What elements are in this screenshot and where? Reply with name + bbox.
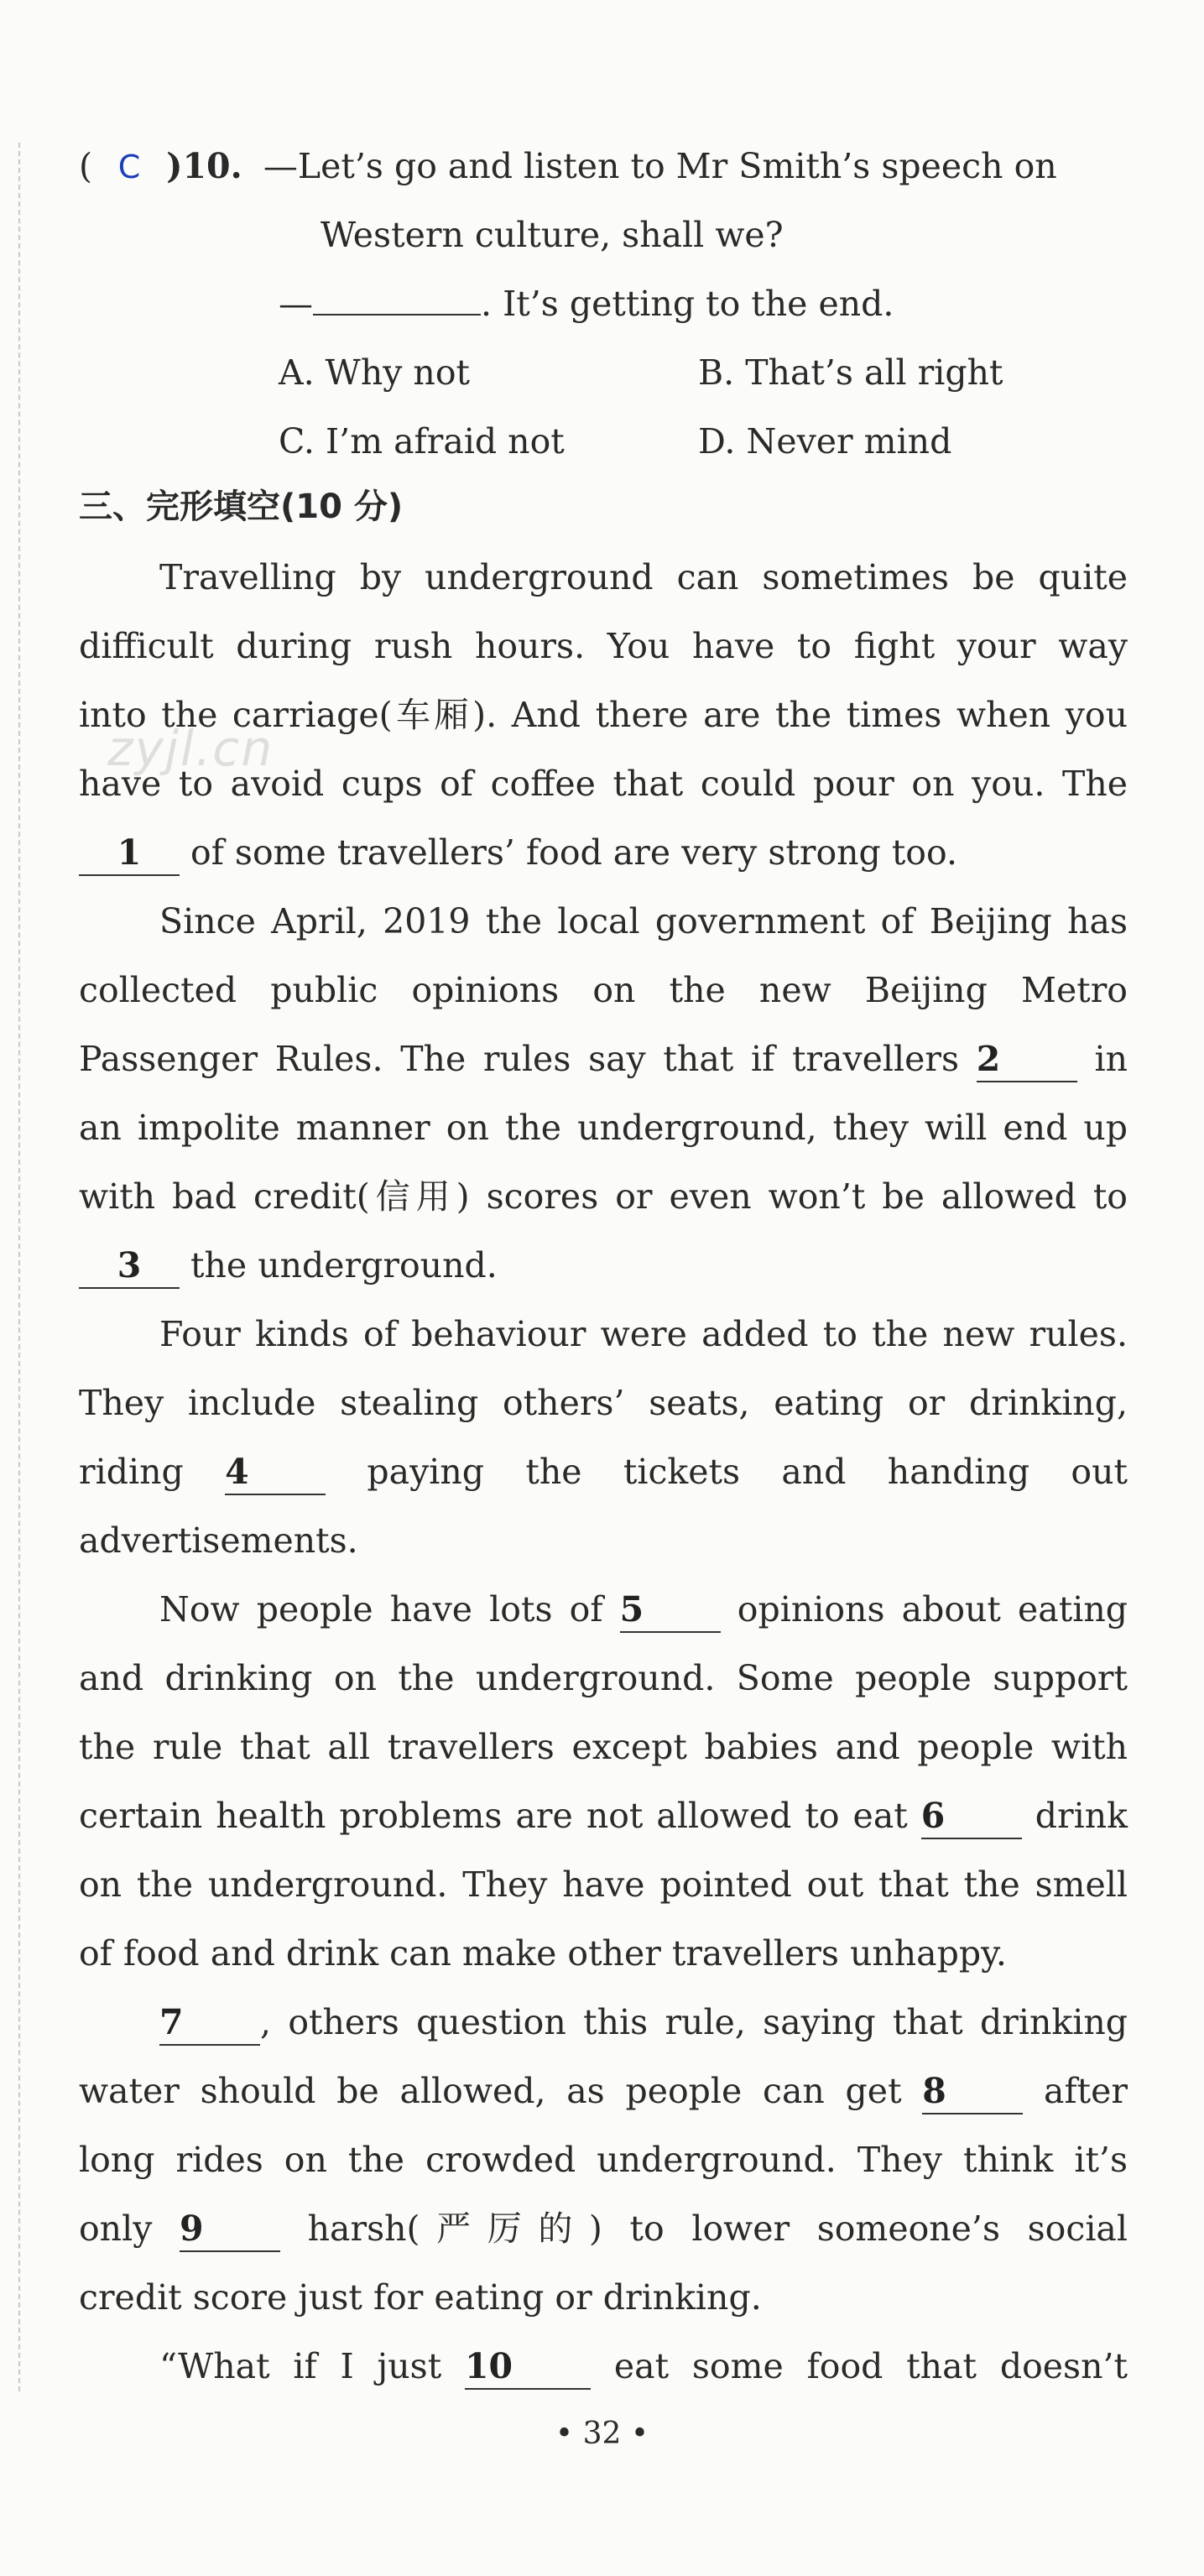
passage-line: an impolite manner on the underground, they will end up: [79, 1108, 1128, 1148]
watermark: zyjl.cn: [107, 720, 274, 777]
page-number: • 32 •: [555, 2417, 649, 2451]
passage-text: in: [1076, 1039, 1128, 1079]
question-10-line-1: [79, 141, 1128, 192]
cloze-blank-2[interactable]: 2: [977, 1037, 1077, 1082]
passage-line: [79, 827, 1128, 878]
cloze-blank-7[interactable]: 7: [159, 2000, 260, 2046]
passage-text: only: [79, 2208, 153, 2249]
passage-line: Four kinds of behaviour were added to the new rules.: [159, 1314, 1128, 1354]
option-b: B. That’s all right: [698, 352, 1003, 393]
passage-line: with bad credit(信用) scores or even won’t be allowed to: [79, 1176, 1128, 1217]
passage-text: certain health problems are not allowed to eat: [79, 1796, 921, 1836]
passage-text: Now people have lots of: [159, 1589, 620, 1630]
passage-line: [79, 1584, 1128, 1635]
passage-text: riding: [79, 1452, 184, 1492]
passage-line: [79, 1447, 1128, 1497]
cloze-blank-6[interactable]: 6: [921, 1794, 1022, 1839]
passage-line: [79, 1791, 1128, 1841]
passage-text: paying the tickets and handing out: [367, 1452, 1128, 1492]
dash: —: [279, 284, 313, 324]
passage-line: on the underground. They have pointed out that the smell: [79, 1864, 1128, 1905]
answer-blank[interactable]: [313, 280, 481, 315]
passage-text: harsh(严厉的) to lower someone’s social: [307, 2208, 1128, 2249]
passage-line: credit score just for eating or drinking.: [79, 2277, 762, 2318]
passage-text: eat some food that doesn’t: [591, 2346, 1128, 2386]
question-10-answer: C: [117, 149, 141, 185]
passage-line: of food and drink can make other travellers unhappy.: [79, 1933, 1007, 1974]
passage-text: the underground.: [180, 1245, 498, 1285]
passage-line: [79, 2341, 1128, 2391]
passage-text: “What if I just: [159, 2346, 466, 2386]
question-10-line-3-text: . It’s getting to the end.: [481, 284, 894, 324]
section-heading: 三、完形填空(10 分): [79, 488, 404, 526]
question-10-line-3: [279, 279, 1034, 329]
option-d: D. Never mind: [698, 421, 952, 461]
cloze-blank-5[interactable]: 5: [620, 1588, 721, 1633]
cloze-blank-1[interactable]: 1: [79, 831, 180, 876]
passage-line: have to avoid cups of coffee that could pour on you. The: [79, 764, 1128, 804]
answer-paren-open: (: [79, 146, 92, 186]
option-a: A. Why not: [279, 352, 470, 393]
passage-line: [79, 2066, 1128, 2116]
passage-line: Travelling by underground can sometimes be quite: [159, 557, 1128, 597]
passage-text: Passenger Rules. The rules say that if travellers: [79, 1039, 977, 1079]
passage-line: into the carriage(车厢). And there are the times when you: [79, 695, 1128, 735]
passage-text: water should be allowed, as people can get: [79, 2071, 923, 2111]
question-10-number: )10.: [166, 146, 242, 186]
passage-line: long rides on the crowded underground. They think it’s: [79, 2140, 1128, 2180]
question-10-line-2: Western culture, shall we?: [321, 215, 784, 255]
cloze-blank-3[interactable]: 3: [79, 1244, 180, 1289]
passage-line: collected public opinions on the new Beijing Metro: [79, 970, 1128, 1010]
cloze-blank-4[interactable]: 4: [225, 1450, 326, 1495]
passage-text: drink: [1021, 1796, 1128, 1836]
question-10-prompt-line-1: —Let’s go and listen to Mr Smith’s speech on: [263, 146, 1057, 186]
passage-text: , others question this rule, saying that drinking: [260, 2002, 1128, 2042]
passage-line: Since April, 2019 the local government of Beijing has: [159, 901, 1128, 941]
passage-text: opinions about eating: [720, 1589, 1128, 1630]
passage-line: [79, 1240, 1128, 1291]
passage-line: [79, 1034, 1128, 1084]
passage-line: They include stealing others’ seats, eating or drinking,: [79, 1383, 1128, 1423]
cloze-blank-10[interactable]: 10: [465, 2344, 591, 2390]
option-c: C. I’m afraid not: [279, 421, 565, 461]
passage-line: [79, 1997, 1128, 2047]
passage-text: after: [1023, 2071, 1128, 2111]
passage-line: difficult during rush hours. You have to fight your way: [79, 626, 1128, 666]
passage-line: the rule that all travellers except babies and people with: [79, 1727, 1128, 1767]
passage-line: advertisements.: [79, 1520, 358, 1561]
cloze-blank-8[interactable]: 8: [922, 2069, 1023, 2115]
passage-text: of some travellers’ food are very strong too.: [180, 832, 957, 873]
passage-line: [79, 2203, 1128, 2254]
margin-dashed-rule: [18, 143, 20, 2391]
passage-line: and drinking on the underground. Some people support: [79, 1658, 1128, 1698]
cloze-blank-9[interactable]: 9: [180, 2207, 280, 2252]
